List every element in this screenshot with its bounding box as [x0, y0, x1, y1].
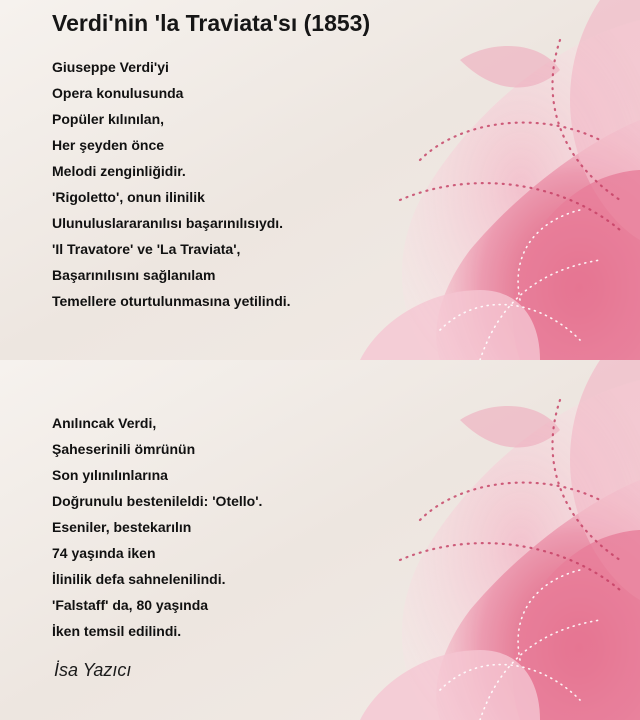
- poem-line: Opera konulusunda: [52, 85, 184, 101]
- poem-line: İken temsil edilindi.: [52, 623, 182, 639]
- poem-line: Temellere oturtulunmasına yetilindi.: [52, 293, 291, 309]
- poem-line: Doğrunulu bestenileldi: 'Otello'.: [52, 493, 263, 509]
- poem-line: 74 yaşında iken: [52, 545, 156, 561]
- poem-line: Eseniler, bestekarılın: [52, 519, 192, 535]
- poem-line: Son yılınılınlarına: [52, 467, 168, 483]
- poem-line: Anılıncak Verdi,: [52, 415, 157, 431]
- poem-author: İsa Yazıcı: [54, 660, 132, 680]
- poem-stanza-1: [52, 54, 291, 314]
- poem-line: Popüler kılınılan,: [52, 111, 165, 127]
- poem-line: Melodi zenginliğidir.: [52, 163, 186, 179]
- poem-line: Her şeyden önce: [52, 137, 165, 153]
- poem-line: 'Il Travatore' ve 'La Traviata',: [52, 241, 241, 257]
- poem-line: Şaheserinili ömrünün: [52, 441, 196, 457]
- poem-title: Verdi'nin 'la Traviata'sı (1853): [52, 10, 371, 36]
- poem-line: Başarınılısını sağlanılam: [52, 267, 216, 283]
- poem-line: Ulunuluslararanılısı başarınılısıydı.: [52, 215, 284, 231]
- poem-line: 'Rigoletto', onun ilinilik: [52, 189, 205, 205]
- poem-line: 'Falstaff' da, 80 yaşında: [52, 597, 209, 613]
- poem-stanza-2: [52, 410, 262, 644]
- poem-line: Giuseppe Verdi'yi: [52, 59, 169, 75]
- poem-line: İlinilik defa sahnelenilindi.: [52, 571, 226, 587]
